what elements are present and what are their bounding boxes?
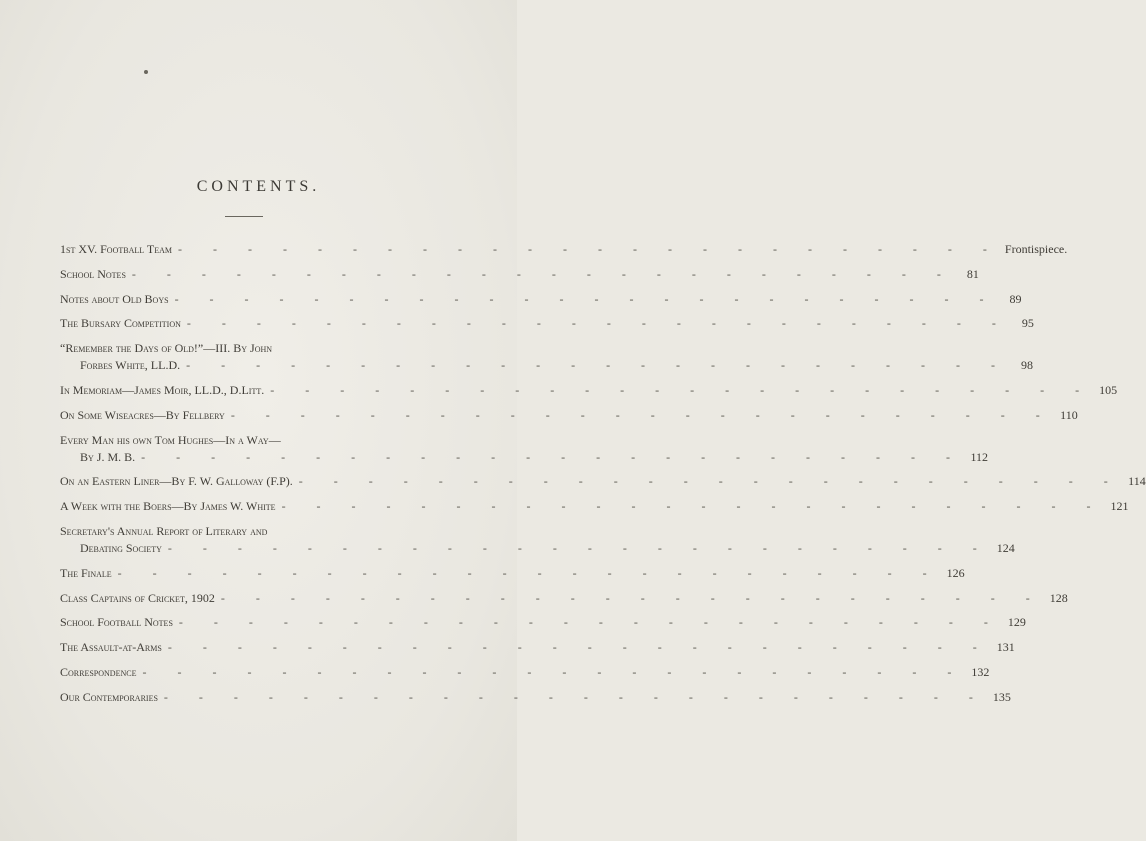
dot-leader: - - - - - - - - - - - - - - - - - - - - - - - - xyxy=(178,242,1001,256)
toc-entry xyxy=(60,473,1146,490)
toc-page-number: 121 xyxy=(1110,499,1129,514)
toc-page-number: Frontispiece. xyxy=(1004,242,1068,256)
toc-entry-title: A Week with the Boers—By James W. White xyxy=(60,499,276,514)
toc-page-number: 112 xyxy=(970,449,989,464)
toc-entry xyxy=(60,382,1118,399)
toc-entry xyxy=(60,614,1026,631)
toc-page-number: 89 xyxy=(1009,291,1022,306)
toc-page-number: 129 xyxy=(1007,615,1026,630)
toc-entry-title: The Finale xyxy=(60,565,112,580)
toc-entry-title: Notes about Old Boys xyxy=(60,291,169,306)
dot-leader: - - - - - - - - - - - - - - - - - - - - - - - - xyxy=(131,266,955,281)
dot-leader: - - - - - - - - - - - - - - - - - - - - - - - - xyxy=(163,689,987,704)
toc-page-number: 131 xyxy=(996,640,1015,655)
toc-entry-title: The Bursary Competition xyxy=(60,316,181,331)
toc-entry-title-continued: By J. M. B. xyxy=(80,449,136,464)
toc-entry-title: On Some Wiseacres—By Fellbery xyxy=(60,407,225,422)
dot-leader: - - - - - - - - - - - - - - - - - - - - - - - - xyxy=(167,540,991,555)
toc-entry-title: Correspondence xyxy=(60,664,137,679)
contents-list xyxy=(60,241,1146,714)
toc-entry xyxy=(60,241,1068,258)
toc-entry xyxy=(60,315,1034,332)
toc-entry-title: On an Eastern Liner—By F. W. Galloway (F.P). xyxy=(60,474,293,489)
toc-entry xyxy=(60,407,1078,424)
toc-page-number: 126 xyxy=(946,565,965,580)
toc-page-number: 114 xyxy=(1128,474,1146,489)
toc-entry-title: The Assault-at-Arms xyxy=(60,640,162,655)
toc-entry xyxy=(60,266,979,283)
dot-leader: - - - - - - - - - - - - - - - - - - - - - - - - xyxy=(117,565,941,580)
toc-entry xyxy=(60,340,1034,374)
dot-leader: - - - - - - - - - - - - - - - - - - - - - - - - xyxy=(220,590,1044,605)
dot-leader: - - - - - - - - - - - - - - - - - - - - - - - - xyxy=(230,407,1054,422)
toc-entry xyxy=(60,523,1015,557)
toc-entry xyxy=(60,291,1022,308)
dot-leader: - - - - - - - - - - - - - - - - - - - - - - - - xyxy=(178,615,1002,630)
toc-entry-title: Our Contemporaries xyxy=(60,689,158,704)
toc-entry-title: Class Captains of Cricket, 1902 xyxy=(60,590,215,605)
dot-leader: - - - - - - - - - - - - - - - - - - - - - - - - xyxy=(298,474,1122,489)
toc-page-number: 110 xyxy=(1060,407,1078,422)
toc-entry-title-continued: Forbes White, LL.D. xyxy=(80,358,181,373)
toc-entry-title: Secretary's Annual Report of Literary and xyxy=(60,523,268,538)
toc-page-number: 98 xyxy=(1021,358,1034,373)
dot-leader: - - - - - - - - - - - - - - - - - - - - - - - - xyxy=(186,358,1010,373)
toc-entry xyxy=(60,432,989,466)
toc-entry-title: Every Man his own Tom Hughes—In a Way— xyxy=(60,432,281,447)
dot-leader: - - - - - - - - - - - - - - - - - - - - - - - - xyxy=(141,449,965,464)
toc-page-number: 132 xyxy=(971,664,990,679)
toc-page-number: 95 xyxy=(1021,316,1034,331)
toc-entry-title: 1st XV. Football Team xyxy=(60,242,173,256)
toc-entry xyxy=(60,689,1011,706)
dot-leader: - - - - - - - - - - - - - - - - - - - - - - - - xyxy=(174,291,998,306)
ink-speck xyxy=(144,70,148,74)
toc-entry xyxy=(60,664,990,681)
dot-leader: - - - - - - - - - - - - - - - - - - - - - - - - xyxy=(142,664,966,679)
title-rule xyxy=(225,216,263,217)
dot-leader: - - - - - - - - - - - - - - - - - - - - - - - - xyxy=(270,382,1094,397)
toc-entry-title-continued: Debating Society xyxy=(80,540,162,555)
toc-page-number: 81 xyxy=(966,266,979,281)
toc-entry xyxy=(60,590,1068,607)
toc-entry-title: “Remember the Days of Old!”—III. By John xyxy=(60,341,273,356)
dot-leader: - - - - - - - - - - - - - - - - - - - - - - - - xyxy=(186,316,1010,331)
toc-page-number: 135 xyxy=(992,689,1011,704)
toc-entry-title: In Memoriam—James Moir, LL.D., D.Litt. xyxy=(60,382,265,397)
toc-entry-title: School Notes xyxy=(60,266,126,281)
toc-entry xyxy=(60,565,965,582)
toc-page-number: 128 xyxy=(1049,590,1068,605)
toc-page-number: 105 xyxy=(1099,382,1118,397)
page-title: CONTENTS. xyxy=(196,178,321,195)
toc-entry-title: School Football Notes xyxy=(60,615,173,630)
dot-leader: - - - - - - - - - - - - - - - - - - - - - - - - xyxy=(167,640,991,655)
toc-entry xyxy=(60,498,1129,515)
dot-leader: - - - - - - - - - - - - - - - - - - - - - - - - xyxy=(281,499,1105,514)
toc-page-number: 124 xyxy=(996,540,1015,555)
toc-entry xyxy=(60,639,1015,656)
